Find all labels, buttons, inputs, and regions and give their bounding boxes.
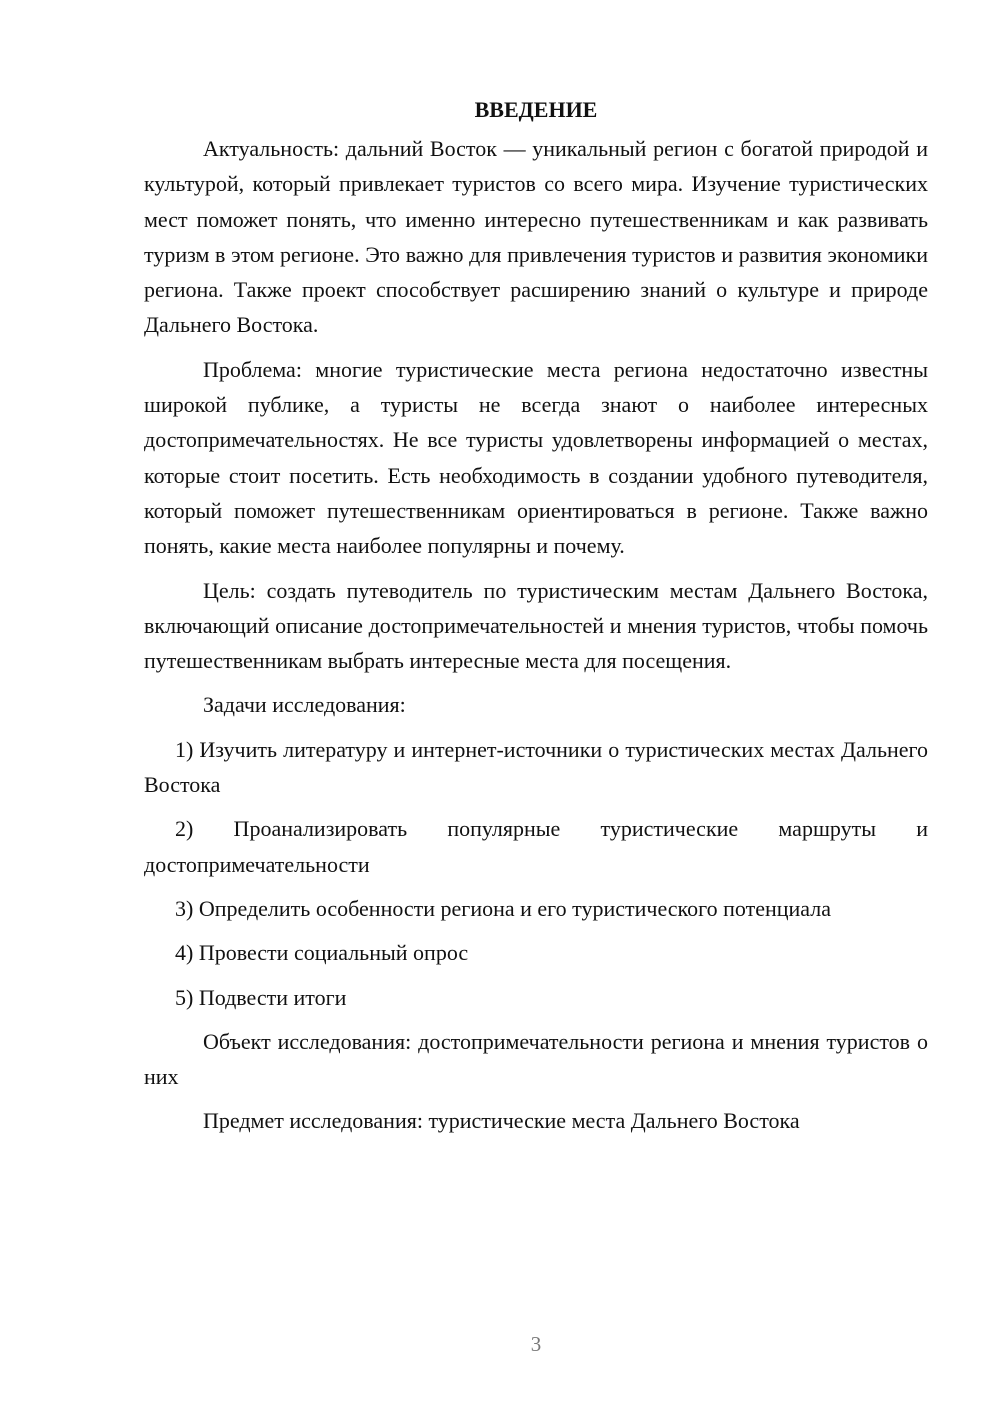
task-item-4: 4) Провести социальный опрос [175, 940, 469, 966]
task-item-1: 1) Изучить литературу и интернет-источники о туристических местах Дальнего Востока [144, 736, 928, 798]
task-item-2: 2) Проанализировать популярные туристические маршруты и достопримечательности [144, 816, 928, 877]
object-paragraph: Объект исследования: достопримечательности региона и мнения туристов о них [144, 1028, 928, 1090]
problem-paragraph: Проблема: многие туристические места региона недостаточно известны широкой публике, а туристы не всегда знают о наиболее интересных достопримечательностях. Не все туристы удовлетворены информацией о местах, которые стоит посетить. Есть необходимость в создании удобного путеводителя, который поможет путешественникам ориентироваться в регионе. Также важно понять, какие места наиболее популярны и почему. [144, 356, 928, 559]
section-title: ВВЕДЕНИЕ [474, 97, 598, 122]
subject-paragraph: Предмет исследования: туристические места Дальнего Востока [203, 1108, 800, 1134]
relevance-paragraph: Актуальность: дальний Восток — уникальный регион с богатой природой и культурой, который привлекает туристов со всего мира. Изучение туристических мест поможет понять, что именно интересно путешественникам и как развивать туризм в этом регионе. Это важно для привлечения туристов и развития экономики региона. Также проект способствует расширению знаний о культуре и природе Дальнего Востока. [144, 136, 928, 338]
task-item-5: 5) Подвести итоги [175, 984, 347, 1010]
task-item-3: 3) Определить особенности региона и его туристического потенциала [175, 895, 831, 921]
document-body [144, 92, 928, 1148]
page-number: 3 [530, 1332, 542, 1356]
tasks-heading: Задачи исследования: [203, 692, 406, 718]
goal-paragraph: Цель: создать путеводитель по туристическим местам Дальнего Востока, включающий описание достопримечательностей и мнения туристов, чтобы помочь путешественникам выбрать интересные места для посещения. [144, 577, 928, 674]
